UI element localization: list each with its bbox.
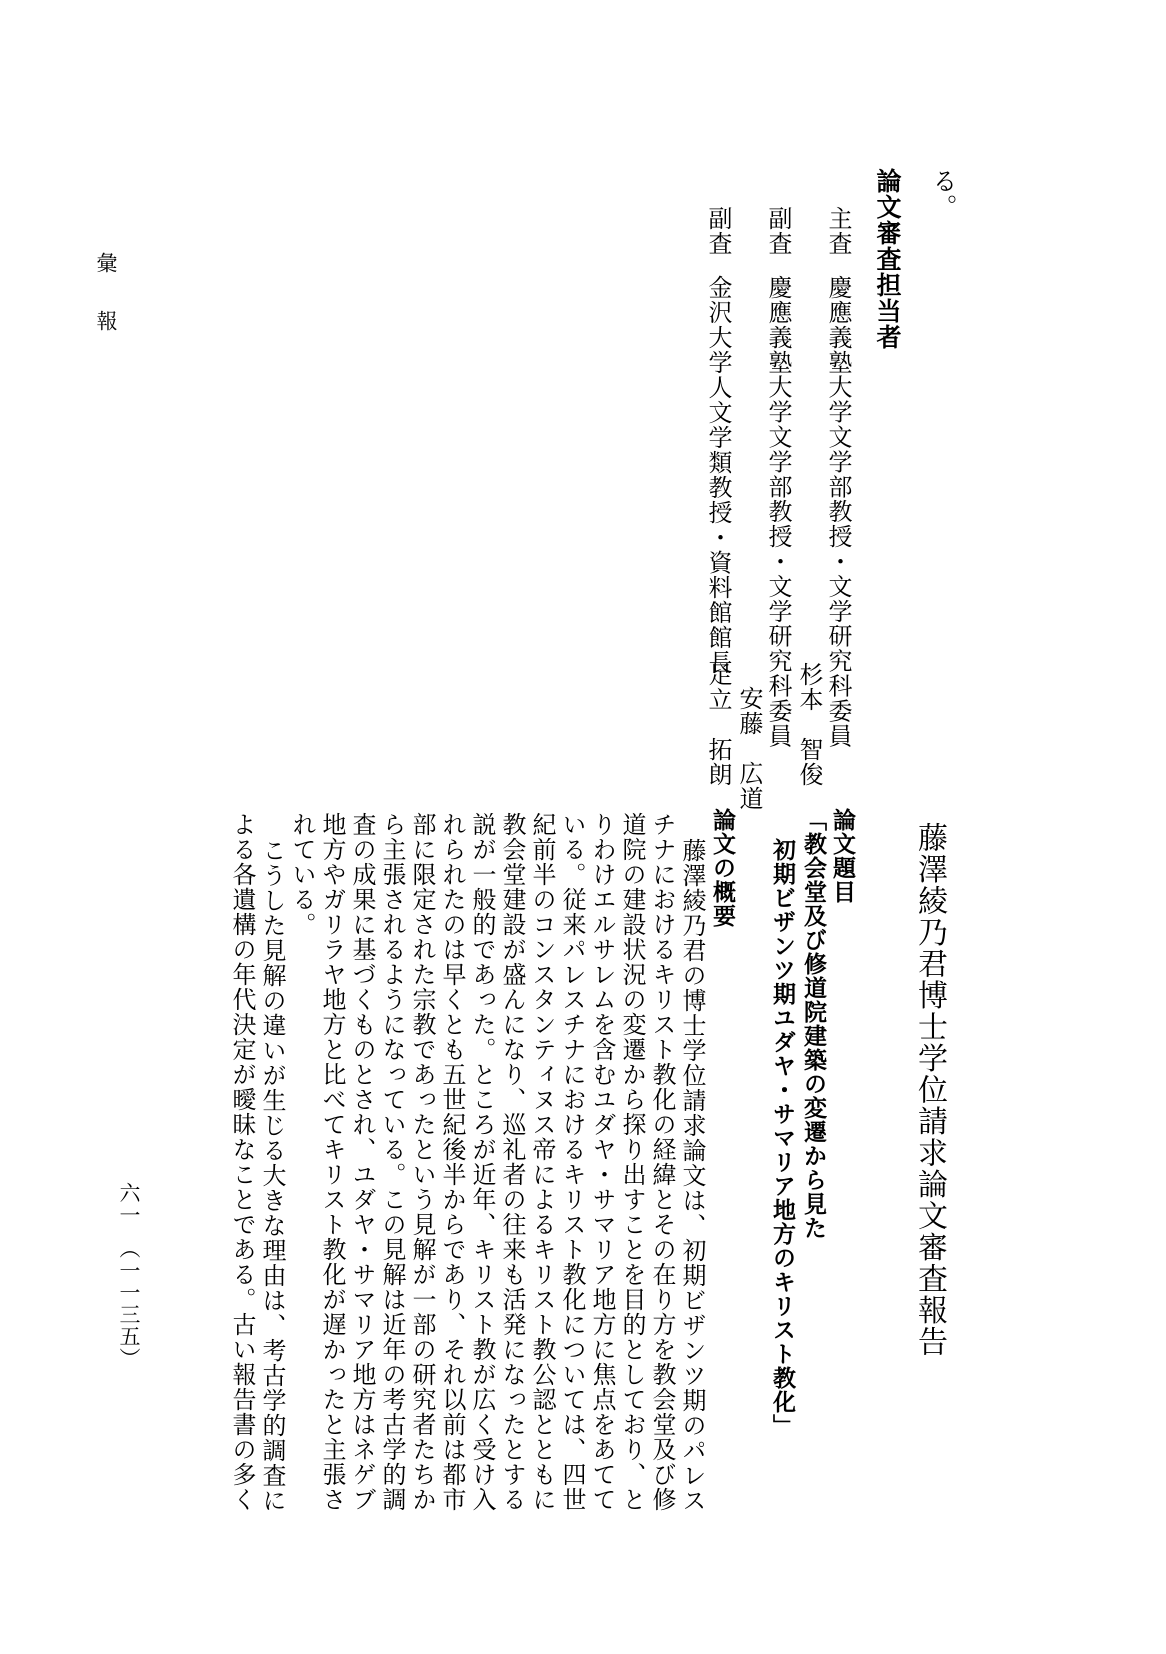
summary-line: れられたのは早くとも五世紀後半からであり、それ以前は都市: [438, 812, 466, 1512]
committee-affiliation-chief: 慶應義塾大学文学部教授・文学研究科委員: [824, 275, 852, 749]
carryover-text: る。: [929, 168, 958, 220]
summary-line: 説が一般的であった。ところが近年、キリスト教が広く受け入: [468, 812, 496, 1512]
summary-line: こうした見解の違いが生じる大きな理由は、考古学的調査に: [258, 838, 286, 1513]
committee-affiliation-vice-2: 金沢大学人文学類教授・資料館館長: [704, 275, 732, 675]
summary-line: 部に限定された宗教であったという見解が一部の研究者たちか: [408, 812, 436, 1512]
report-title: 藤澤綾乃君博士学位請求論文審査報告: [912, 822, 947, 1358]
summary-line: 紀前半のコンスタンティヌス帝によるキリスト教公認とともに: [528, 812, 556, 1512]
committee-name-vice-2: 足立 拓朗: [704, 662, 732, 787]
committee-heading: 論文審査担当者: [873, 168, 902, 350]
section-label: 彙 報: [94, 252, 118, 339]
summary-line: りわけエルサレムを含むユダヤ・サマリア地方に焦点をあてて: [588, 812, 616, 1512]
summary-line: 地方やガリラヤ地方と比べてキリスト教化が遅かったと主張さ: [318, 812, 346, 1512]
summary-line: 藤澤綾乃君の博士学位請求論文は、初期ビザンツ期のパレス: [678, 838, 706, 1513]
committee-role-vice-2: 副査: [704, 206, 732, 256]
page-number: 六一 （一一三五）: [117, 1182, 141, 1370]
committee-name-chief: 杉本 智俊: [795, 662, 823, 787]
summary-line: ら主張されるようになっている。この見解は近年の考古学的調: [378, 812, 406, 1512]
summary-line: いる。従来パレスチナにおけるキリスト教化については、四世: [558, 812, 586, 1512]
summary-line: 道院の建設状況の変遷から探り出すことを目的としており、と: [618, 812, 646, 1512]
summary-line: チナにおけるキリスト教化の経緯とその在り方を教会堂及び修: [648, 812, 676, 1512]
subject-title: 「教会堂及び修道院建築の変遷から見た: [800, 808, 827, 1240]
committee-role-vice-1: 副査: [764, 206, 792, 256]
summary-line: 査の成果に基づくものとされ、ユダヤ・サマリア地方はネゲブ: [348, 812, 376, 1512]
subject-subtitle: 初期ビザンツ期ユダヤ・サマリア地方のキリスト教化」: [769, 838, 796, 1438]
summary-line: 教会堂建設が盛んになり、巡礼者の往来も活発になったとする: [498, 812, 526, 1512]
committee-name-vice-1: 安藤 広道: [735, 686, 763, 811]
committee-role-chief: 主査: [824, 206, 852, 256]
subject-heading: 論文題目: [829, 808, 856, 904]
summary-line: れている。: [288, 812, 316, 937]
summary-heading: 論文の概要: [709, 808, 736, 928]
summary-line: よる各遺構の年代決定が曖昧なことである。古い報告書の多く: [228, 812, 256, 1512]
committee-affiliation-vice-1: 慶應義塾大学文学部教授・文学研究科委員: [764, 275, 792, 749]
